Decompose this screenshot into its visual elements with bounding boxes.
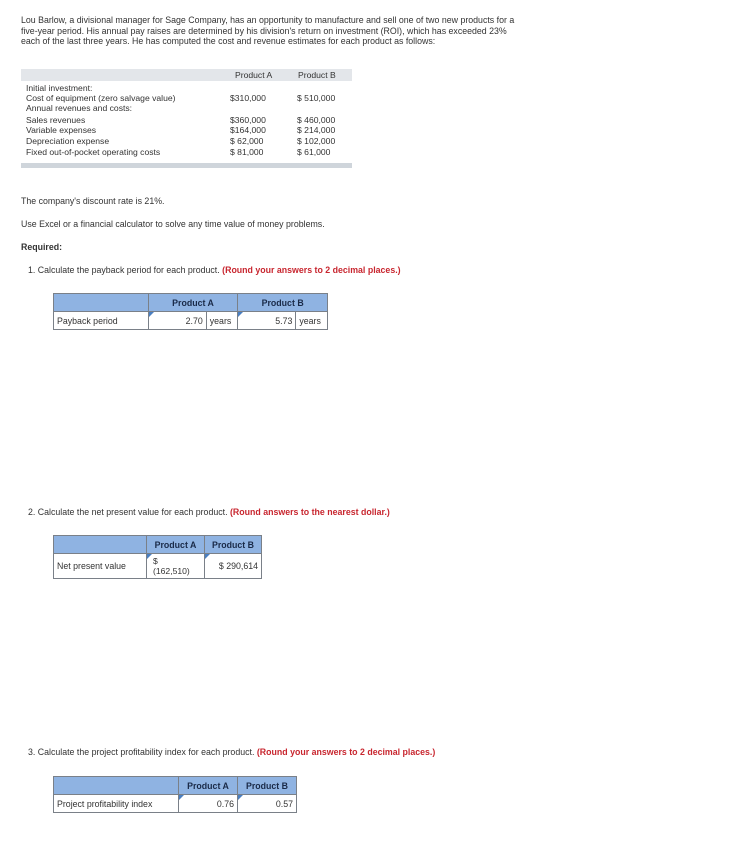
npv-a-value: (162,510) xyxy=(153,566,190,576)
row-label: Sales revenues xyxy=(26,115,86,125)
header-product-b: Product B xyxy=(238,294,328,312)
ppi-b-input[interactable]: 0.57 xyxy=(238,795,297,813)
cell-b: $ 510,000 xyxy=(297,93,336,103)
header-product-a: Product A xyxy=(148,294,238,312)
question-2-text: 2. Calculate the net present value for each product. xyxy=(28,507,228,517)
npv-a-input[interactable] xyxy=(147,554,205,579)
row-label: Fixed out-of-pocket operating costs xyxy=(26,147,161,157)
header-blank xyxy=(54,536,147,554)
col-header-product-b: Product B xyxy=(298,70,336,80)
table-bottom-band xyxy=(21,163,352,168)
header-product-b: Product B xyxy=(238,777,297,795)
question-3-text: 3. Calculate the project profitability index for each product. xyxy=(28,747,255,757)
cell-a: $164,000 xyxy=(230,125,266,135)
payback-a-input[interactable]: 2.70 xyxy=(148,312,206,330)
problem-intro: Lou Barlow, a divisional manager for Sage Company, has an opportunity to manufacture and sell one of two new products for a five-year period. His annual pay raises are determined by his division's return on investment (ROI), which has exceeded 23% each of the last three years. He has computed the cost and revenue estimates for each product as follows: xyxy=(21,15,515,46)
npv-a-dollar-sign: $ xyxy=(153,556,158,566)
col-header-product-a: Product A xyxy=(235,70,273,80)
npv-b-input[interactable]: $ 290,614 xyxy=(205,554,262,579)
row-label: Variable expenses xyxy=(26,125,97,135)
question-3 xyxy=(28,747,435,757)
header-product-a: Product A xyxy=(179,777,238,795)
question-1-text: 1. Calculate the payback period for each product. xyxy=(28,265,220,275)
ppi-table xyxy=(53,776,297,813)
excel-instruction-text: Use Excel or a financial calculator to solve any time value of money problems. xyxy=(21,219,325,229)
row-label: Cost of equipment (zero salvage value) xyxy=(26,93,176,103)
row-label: Depreciation expense xyxy=(26,136,110,146)
cell-b: $ 460,000 xyxy=(297,115,336,125)
ppi-a-input[interactable]: 0.76 xyxy=(179,795,238,813)
header-product-b: Product B xyxy=(205,536,262,554)
discount-rate-text: The company's discount rate is 21%. xyxy=(21,196,165,206)
question-3-note: (Round your answers to 2 decimal places.) xyxy=(256,747,436,757)
row-label: Initial investment: xyxy=(26,83,93,93)
cell-b: $ 214,000 xyxy=(297,125,336,135)
ppi-label: Project profitability index xyxy=(54,795,179,813)
cell-a: $ 81,000 xyxy=(230,147,264,157)
question-1-note: (Round your answers to 2 decimal places.) xyxy=(222,265,401,275)
payback-period-label: Payback period xyxy=(54,312,149,330)
question-2-note: (Round answers to the nearest dollar.) xyxy=(229,507,390,517)
payback-a-unit: years xyxy=(206,312,238,330)
cell-b: $ 61,000 xyxy=(297,147,331,157)
payback-b-input[interactable]: 5.73 xyxy=(238,312,296,330)
question-1 xyxy=(28,265,401,275)
npv-label: Net present value xyxy=(54,554,147,579)
row-label: Annual revenues and costs: xyxy=(26,103,133,113)
header-blank xyxy=(54,294,149,312)
cost-revenue-table xyxy=(21,69,352,168)
cell-a: $310,000 xyxy=(230,93,266,103)
header-product-a: Product A xyxy=(147,536,205,554)
payback-b-unit: years xyxy=(296,312,328,330)
cell-a: $ 62,000 xyxy=(230,136,264,146)
header-blank xyxy=(54,777,179,795)
required-heading: Required: xyxy=(21,242,63,252)
question-2 xyxy=(28,507,390,517)
cell-b: $ 102,000 xyxy=(297,136,336,146)
cell-a: $360,000 xyxy=(230,115,266,125)
npv-table xyxy=(53,535,262,579)
payback-table xyxy=(53,293,328,330)
